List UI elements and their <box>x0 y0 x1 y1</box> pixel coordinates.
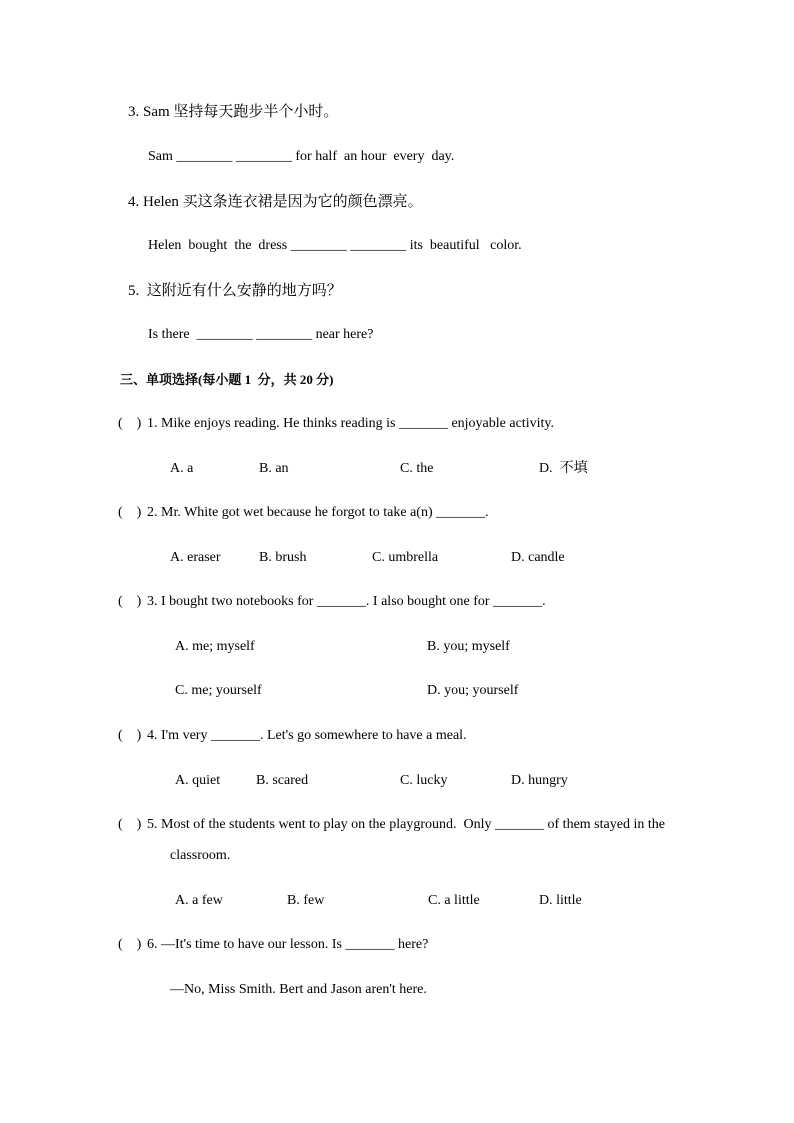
q6-reply-line: —No, Miss Smith. Bert and Jason aren't here. <box>170 982 427 997</box>
translation-item-3-english: Sam ________ ________ for half an hour every day. <box>148 149 455 164</box>
q3-answer-paren: ( ) <box>118 594 142 609</box>
q5-answer-paren: ( ) <box>118 817 142 832</box>
translation-item-3-chinese: 3. Sam 坚持每天跑步半个小时。 <box>128 104 339 120</box>
q2-option-b: B. brush <box>259 550 307 565</box>
q3-option-b: B. you; myself <box>427 639 510 654</box>
q4-option-b: B. scared <box>256 773 309 788</box>
q2-stem: 2. Mr. White got wet because he forgot to take a(n) _______. <box>147 505 489 520</box>
section-three-title: 三、单项选择(每小题 1 分，共 20 分) <box>120 372 334 387</box>
translation-item-5-english: Is there ________ ________ near here? <box>148 327 374 342</box>
translation-item-4-chinese: 4. Helen 买这条连衣裙是因为它的颜色漂亮。 <box>128 194 423 210</box>
q5-option-c: C. a little <box>428 893 480 908</box>
q4-stem: 4. I'm very _______. Let's go somewhere to have a meal. <box>147 728 467 743</box>
q2-option-c: C. umbrella <box>372 550 439 565</box>
q3-option-d: D. you; yourself <box>427 683 519 698</box>
q6-answer-paren: ( ) <box>118 937 142 952</box>
q4-option-d: D. hungry <box>511 773 568 788</box>
q4-option-c: C. lucky <box>400 773 448 788</box>
q1-stem: 1. Mike enjoys reading. He thinks reading is _______ enjoyable activity. <box>147 416 554 431</box>
q2-option-d: D. candle <box>511 550 565 565</box>
q5-option-a: A. a few <box>175 893 223 908</box>
q4-option-a: A. quiet <box>175 773 221 788</box>
translation-item-4-english: Helen bought the dress ________ ________ its beautiful color. <box>148 238 522 253</box>
q3-option-c: C. me; yourself <box>175 683 262 698</box>
q6-stem: 6. —It's time to have our lesson. Is _______ here? <box>147 937 429 952</box>
q5-stem-continued: classroom. <box>170 848 231 863</box>
q3-stem: 3. I bought two notebooks for _______. I also bought one for _______. <box>147 594 546 609</box>
q5-stem: 5. Most of the students went to play on the playground. Only _______ of them stayed in the <box>147 817 665 832</box>
q3-option-a: A. me; myself <box>175 639 255 654</box>
q2-answer-paren: ( ) <box>118 505 142 520</box>
q4-answer-paren: ( ) <box>118 728 142 743</box>
q1-option-b: B. an <box>259 461 289 476</box>
translation-item-5-chinese: 5. 这附近有什么安静的地方吗？ <box>128 283 342 299</box>
q2-option-a: A. eraser <box>170 550 221 565</box>
q1-option-c: C. the <box>400 461 434 476</box>
q1-option-d: D. 不填 <box>539 461 588 476</box>
q1-answer-paren: ( ) <box>118 416 142 431</box>
q5-option-b: B. few <box>287 893 325 908</box>
q1-option-a: A. a <box>170 461 194 476</box>
q5-option-d: D. little <box>539 893 582 908</box>
